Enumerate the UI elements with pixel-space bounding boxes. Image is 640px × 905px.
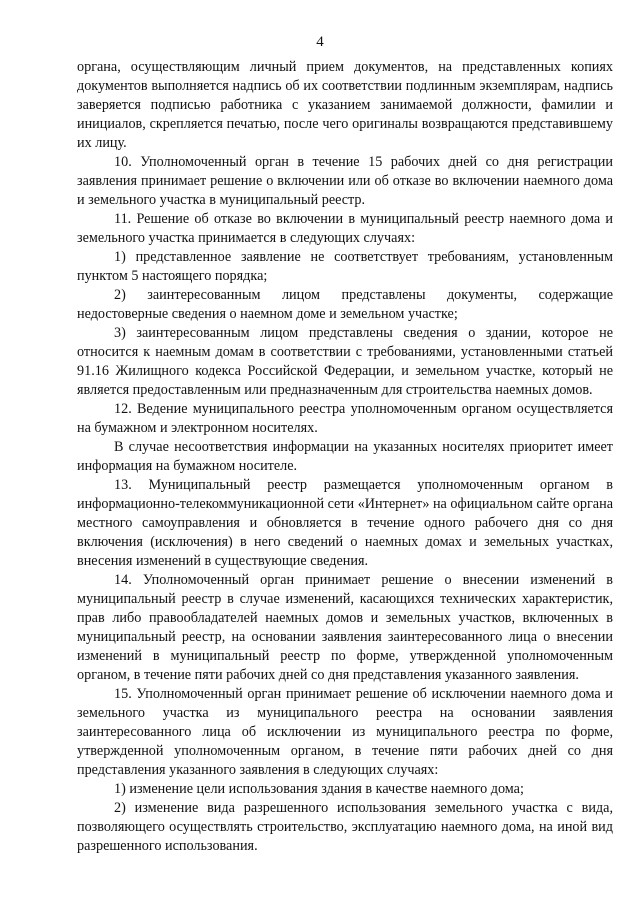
paragraph-item-11-subitem-1: 1) представленное заявление не соответствует требованиям, установленным пунктом 5 настоящего порядка; [77,249,613,284]
paragraph-item-15-subitem-2: 2) изменение вида разрешенного использования земельного участка с вида, позволяющего осуществлять строительство, эксплуатацию наемного дома, на иной вид разрешенного использования. [77,800,613,854]
paragraph-item-15-subitem-1: 1) изменение цели использования здания в качестве наемного дома; [114,781,524,797]
paragraph-item-12: 12. Ведение муниципального реестра уполномоченным органом осуществляется на бумажном и электронном носителях. [77,401,613,436]
paragraph-item-15: 15. Уполномоченный орган принимает решение об исключении наемного дома и земельного участка из муниципального реестра на основании заявления заинтересованного лица об исключении из муниципального реестра по форме, утвержденной уполномоченным органом, в течение пяти рабочих дней со дня представления указанного заявления в следующих случаях: [77,686,613,778]
paragraph-item-10: 10. Уполномоченный орган в течение 15 рабочих дней со дня регистрации заявления принимает решение о включении или об отказе во включении наемного дома и земельного участка в муниципальный реестр. [77,154,613,208]
paragraph-item-11-subitem-2: 2) заинтересованным лицом представлены документы, содержащие недостоверные сведения о наемном доме и земельном участке; [77,287,613,322]
paragraph-item-11: 11. Решение об отказе во включении в муниципальный реестр наемного дома и земельного участка принимается в следующих случаях: [77,211,613,246]
paragraph-item-14: 14. Уполномоченный орган принимает решение о внесении изменений в муниципальный реестр в случае изменений, касающихся технических характеристик, прав либо правообладателей наемных домов и земельных участков, включенных в муниципальный реестр, на основании заявления заинтересованного лица о внесении изменений в муниципальный реестр по форме, утвержденной уполномоченным органом, в течение пяти рабочих дней со дня представления указанного заявления. [77,572,613,683]
paragraph-item-13: 13. Муниципальный реестр размещается уполномоченным органом в информационно-телекоммуникационной сети «Интернет» на официальном сайте органа местного самоуправления и обновляется в течение одного рабочего дня со дня включения (исключения) в него сведений о наемных домах и земельных участках, внесения изменений в существующие сведения. [77,477,613,569]
document-body [77,58,613,856]
paragraph-continuation: органа, осуществляющим личный прием документов, на представленных копиях документов выполняется надпись об их соответствии подлинным экземплярам, надпись заверяется подписью работника с указанием занимаемой должности, фамилии и инициалов, скрепляется печатью, после чего оригиналы возвращаются представившему их лицу. [77,59,613,151]
paragraph-item-11-subitem-3: 3) заинтересованным лицом представлены сведения о здании, которое не относится к наемным домам в соответствии с требованиями, установленными статьей 91.16 Жилищного кодекса Российской Федерации, и земельном участке, который не является предоставленным или предназначенным для строительства наемных домов. [77,325,613,398]
page-number: 4 [316,34,324,50]
paragraph-item-12-priority: В случае несоответствия информации на указанных носителях приоритет имеет информация на бумажном носителе. [77,439,613,474]
